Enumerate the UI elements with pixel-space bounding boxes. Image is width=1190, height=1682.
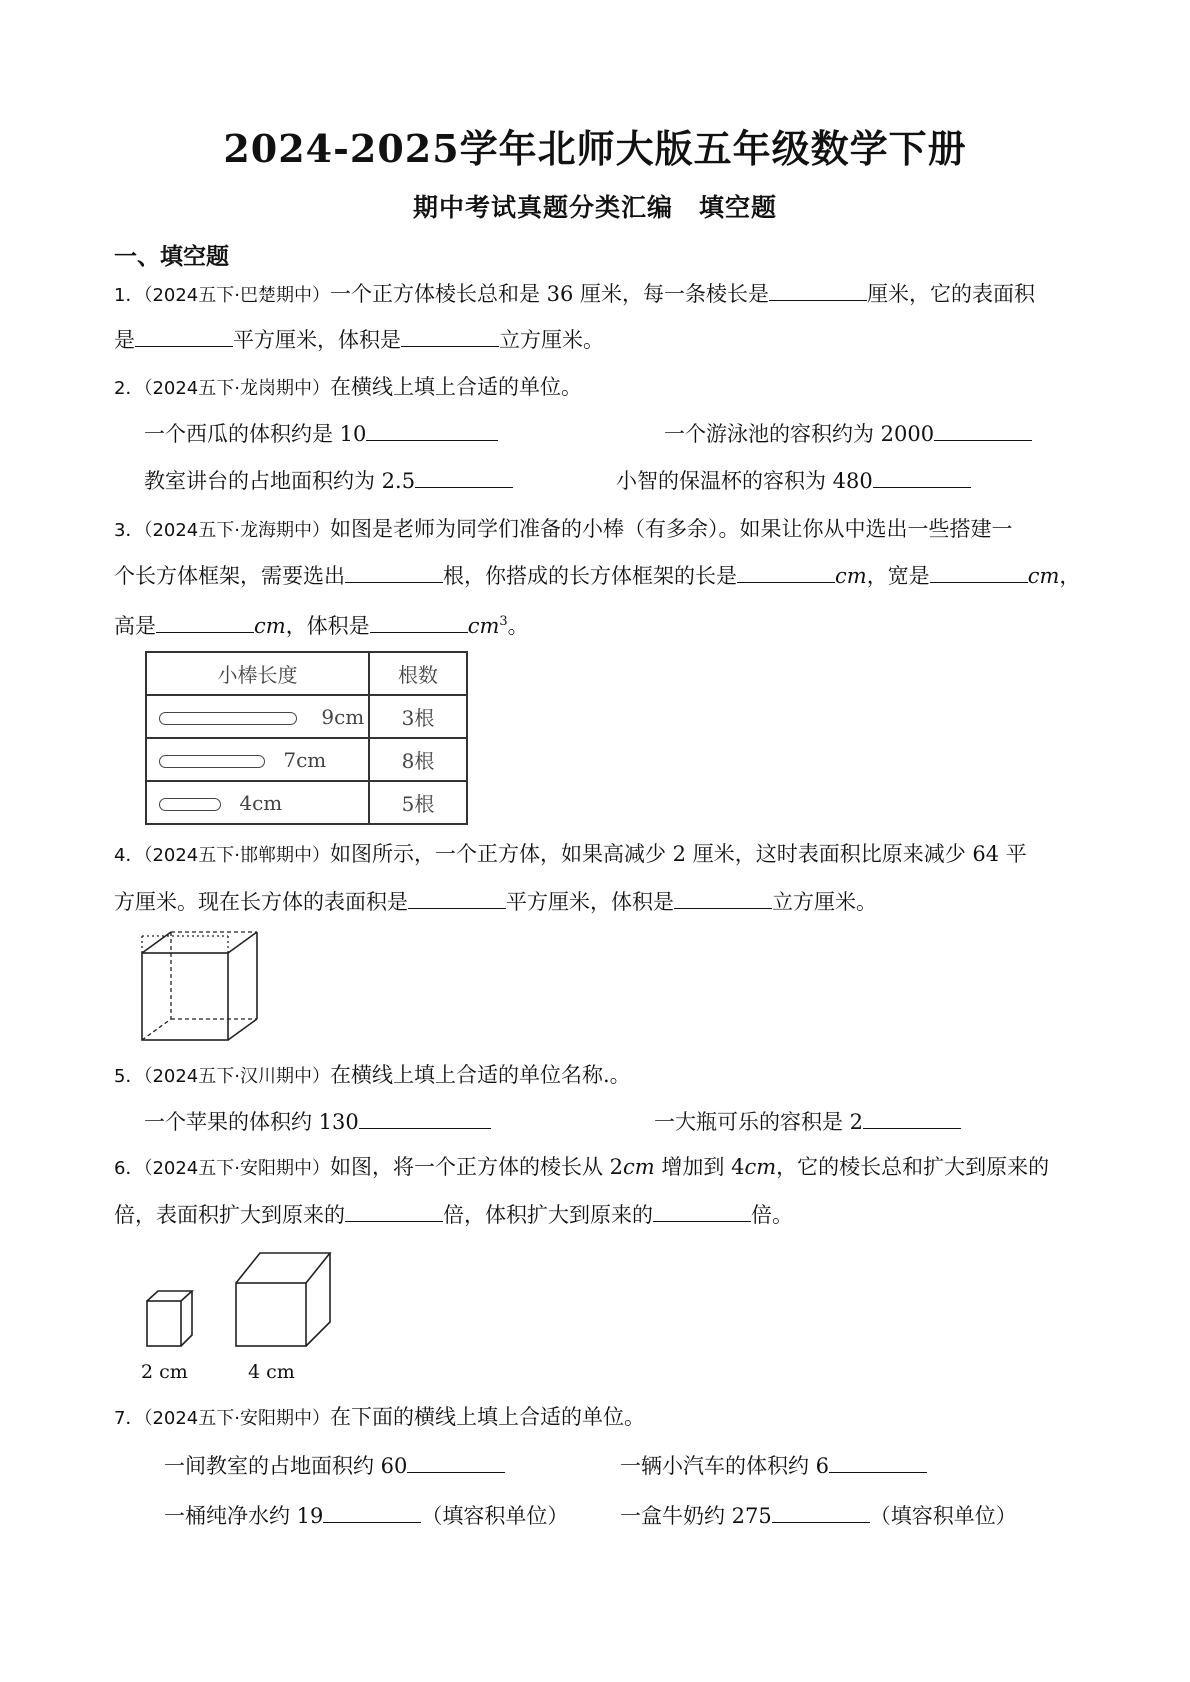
stick-cell <box>146 695 369 738</box>
q7-source: （2024五下·安阳期中） <box>143 1408 330 1429</box>
q4-number: 4． <box>114 845 144 866</box>
answer-blank[interactable] <box>769 278 867 301</box>
stick-count: 3根 <box>369 695 467 738</box>
big-cube-label: 4 cm <box>248 1361 295 1383</box>
q1-text: 一个正方体棱长总和是 36 厘米，每一条棱长是 <box>329 282 770 306</box>
unit-cm: cm <box>835 564 867 588</box>
q7-item-c <box>164 1500 568 1531</box>
q3-source: （2024五下·龙海期中） <box>143 520 330 541</box>
q2-text: 在横线上填上合适的单位。 <box>329 375 582 399</box>
q4-line-2 <box>114 886 877 917</box>
answer-blank[interactable] <box>934 418 1032 441</box>
answer-blank[interactable] <box>415 465 513 488</box>
q2-line-1 <box>114 372 582 404</box>
answer-blank[interactable] <box>323 1500 421 1523</box>
q2-number: 2． <box>114 378 144 399</box>
answer-blank[interactable] <box>156 610 254 633</box>
stick-cell <box>146 738 369 781</box>
stick-cell <box>146 781 369 824</box>
answer-blank[interactable] <box>408 886 506 909</box>
unit-cm3: cm <box>467 614 500 638</box>
q6-text: 如图，将一个正方体的棱长从 2 <box>329 1155 624 1179</box>
q5-item-a <box>144 1106 491 1137</box>
q3-text: ，体积是 <box>285 614 370 638</box>
unit-cm: cm <box>254 614 286 638</box>
table-header-length: 小棒长度 <box>146 652 369 695</box>
q2-item-b <box>664 418 1032 449</box>
stick-count: 8根 <box>369 738 467 781</box>
q7-item-d <box>620 1500 1017 1531</box>
small-cube-label: 2 cm <box>141 1361 188 1383</box>
stick-length: 9cm <box>321 704 365 729</box>
section-heading: 一、填空题 <box>114 244 229 270</box>
q2-item-text: 小智的保温杯的容积为 480 <box>616 469 873 493</box>
q6-source: （2024五下·安阳期中） <box>143 1158 330 1179</box>
q7-item-text: 一桶纯净水约 19 <box>164 1504 324 1528</box>
big-cube <box>236 1253 330 1346</box>
q4-text: 如图所示，一个正方体，如果高减少 2 厘米，这时表面积比原来减少 64 平 <box>329 842 1027 866</box>
q5-item-b <box>654 1106 961 1137</box>
q7-item-text: 一盒牛奶约 275 <box>620 1504 772 1528</box>
answer-blank[interactable] <box>366 418 498 441</box>
table-header-count: 根数 <box>369 652 467 695</box>
q1-number: 1． <box>114 285 144 306</box>
q2-item-text: 一个西瓜的体积约是 10 <box>144 422 367 446</box>
q6-number: 6． <box>114 1158 144 1179</box>
q6-text: ，它的棱长总和扩大到原来的 <box>776 1155 1050 1179</box>
q3-text: 根，你搭成的长方体框架的长是 <box>443 564 737 588</box>
answer-blank[interactable] <box>873 465 971 488</box>
q5-item-text: 一大瓶可乐的容积是 2 <box>654 1110 864 1134</box>
answer-blank[interactable] <box>772 1500 870 1523</box>
q1-source: （2024五下·巴楚期中） <box>143 285 330 306</box>
q7-item-text: 一辆小汽车的体积约 6 <box>620 1454 830 1478</box>
cube-reduction-figure <box>138 928 264 1046</box>
q6-text: 增加到 4 <box>654 1155 745 1179</box>
q3-text: 高是 <box>114 614 156 638</box>
q7-number: 7． <box>114 1408 144 1429</box>
q3-text: ， <box>1059 564 1081 588</box>
q7-text: 在下面的横线上填上合适的单位。 <box>329 1405 645 1429</box>
q3-text: 个长方体框架，需要选出 <box>114 564 345 588</box>
q5-line-1 <box>114 1060 631 1092</box>
q4-text: 平方厘米，体积是 <box>506 890 674 914</box>
q3-text: 。 <box>507 614 529 638</box>
q5-source: （2024五下·汉川期中） <box>143 1066 330 1087</box>
superscript-3: 3 <box>499 614 508 629</box>
q2-item-text: 教室讲台的占地面积约为 2.5 <box>144 469 416 493</box>
q4-text: 立方厘米。 <box>772 890 877 914</box>
q1-line-1 <box>114 278 1035 311</box>
prism-front-face <box>142 953 228 1040</box>
unit-cm: cm <box>623 1155 655 1179</box>
q2-item-c <box>144 465 513 496</box>
page-title: 2024-2025学年北师大版五年级数学下册 <box>223 126 967 171</box>
unit-cm: cm <box>1027 564 1060 588</box>
q7-line-1 <box>114 1402 645 1434</box>
q4-source: （2024五下·邯郸期中） <box>143 845 330 866</box>
answer-blank[interactable] <box>653 1199 751 1222</box>
q3-line-2 <box>114 560 1080 591</box>
sticks-table <box>145 651 468 825</box>
q1-text: 厘米，它的表面积 <box>867 282 1036 306</box>
answer-blank[interactable] <box>135 324 233 347</box>
answer-blank[interactable] <box>401 324 499 347</box>
stick-length: 4cm <box>239 790 283 815</box>
answer-blank[interactable] <box>359 1106 491 1129</box>
q6-text: 倍，体积扩大到原来的 <box>443 1203 653 1227</box>
answer-blank[interactable] <box>345 560 443 583</box>
q5-text: 在横线上填上合适的单位名称.。 <box>329 1063 631 1087</box>
answer-blank[interactable] <box>674 886 772 909</box>
two-cubes-figure <box>144 1249 334 1349</box>
stick-icon <box>159 712 297 725</box>
q1-line-2 <box>114 324 604 355</box>
answer-blank[interactable] <box>345 1199 443 1222</box>
answer-blank[interactable] <box>930 560 1028 583</box>
q2-item-a <box>144 418 498 449</box>
q6-line-1 <box>114 1152 1049 1184</box>
table-row <box>146 695 467 738</box>
q6-line-2 <box>114 1199 793 1230</box>
answer-blank[interactable] <box>863 1106 961 1129</box>
q2-source: （2024五下·龙岗期中） <box>143 378 330 399</box>
q6-text: 倍。 <box>751 1203 793 1227</box>
answer-blank[interactable] <box>829 1450 927 1473</box>
q4-text: 方厘米。现在长方体的表面积是 <box>114 890 408 914</box>
q2-item-d <box>616 465 971 496</box>
q7-item-a <box>164 1450 505 1481</box>
q3-line-1 <box>114 514 1012 546</box>
q7-note: （填容积单位） <box>421 1504 569 1528</box>
q2-item-text: 一个游泳池的容积约为 2000 <box>664 422 935 446</box>
q7-item-b <box>620 1450 927 1481</box>
q3-text: ，宽是 <box>866 564 930 588</box>
stick-count: 5根 <box>369 781 467 824</box>
q7-note: （填容积单位） <box>869 1504 1017 1528</box>
table-header-row <box>146 652 467 695</box>
answer-blank[interactable] <box>370 610 468 633</box>
q1-text: 是 <box>114 328 135 352</box>
q1-text: 平方厘米，体积是 <box>233 328 401 352</box>
q5-number: 5． <box>114 1066 144 1087</box>
unit-cm: cm <box>744 1155 777 1179</box>
q1-text: 立方厘米。 <box>499 328 604 352</box>
answer-blank[interactable] <box>737 560 835 583</box>
q4-line-1 <box>114 839 1027 871</box>
stick-icon <box>159 798 221 811</box>
q6-text: 倍，表面积扩大到原来的 <box>114 1203 345 1227</box>
q3-number: 3． <box>114 520 144 541</box>
stick-length: 7cm <box>283 747 327 772</box>
table-row <box>146 738 467 781</box>
q7-item-text: 一间教室的占地面积约 60 <box>164 1454 408 1478</box>
q3-line-3 <box>114 607 529 641</box>
table-row <box>146 781 467 824</box>
answer-blank[interactable] <box>407 1450 505 1473</box>
q3-text: 如图是老师为同学们准备的小棒（有多余）。如果让你从中选出一些搭建一 <box>329 517 1013 541</box>
stick-icon <box>159 755 265 768</box>
page-subtitle: 期中考试真题分类汇编 填空题 <box>412 193 777 222</box>
small-cube <box>147 1291 192 1346</box>
q5-item-text: 一个苹果的体积约 130 <box>144 1110 359 1134</box>
